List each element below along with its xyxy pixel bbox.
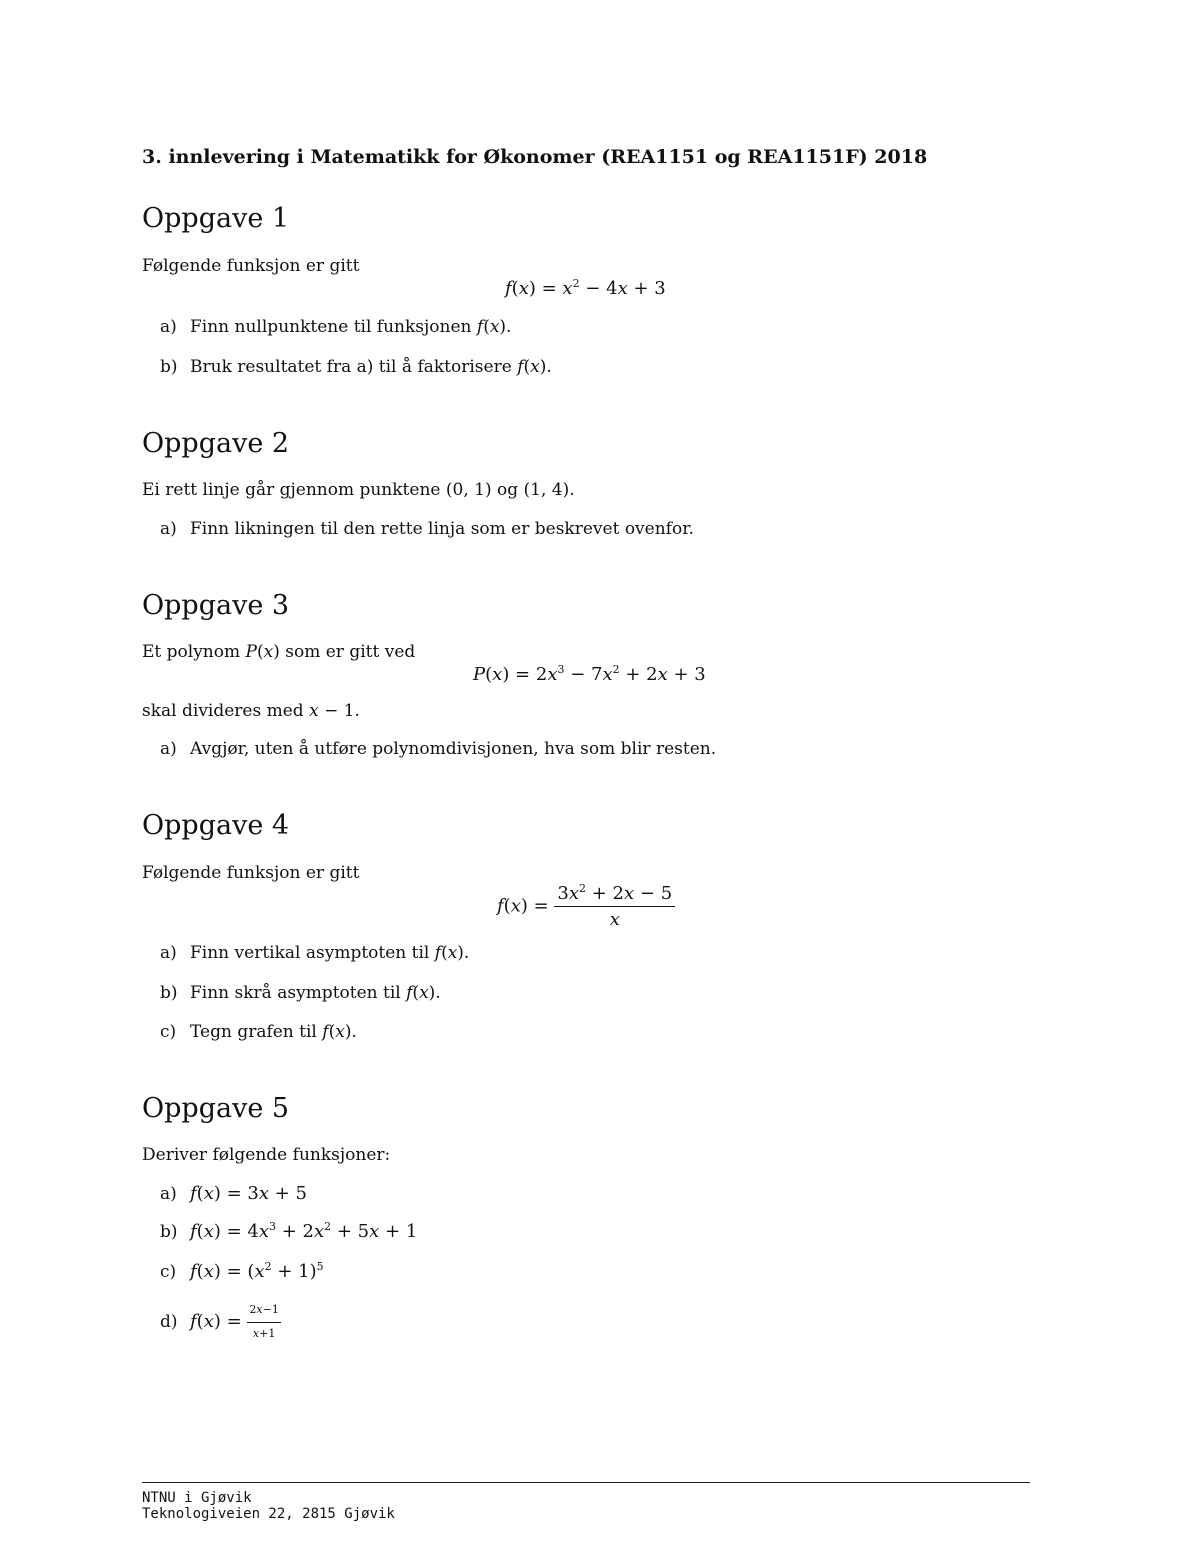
task-1-item-b: b) Bruk resultatet fra a) til å faktorisere f(x). xyxy=(160,357,552,377)
task-3-intro-text: Et polynom xyxy=(142,642,241,662)
task-1-equation: $f(x) = x^2 - 4x + 3$ xyxy=(505,277,666,299)
task-4-equation: f(x) = $\frac{3x^2 + 2x - 5}{x}$ xyxy=(497,883,675,930)
footer-line-2: Teknologiveien 22, 2815 Gjøvik xyxy=(142,1506,395,1522)
task-2-heading: Oppgave 2 xyxy=(142,428,290,459)
task-5-heading: Oppgave 5 xyxy=(142,1093,290,1124)
task-4-item-b: b) Finn skrå asymptoten til f(x). xyxy=(160,983,441,1003)
task-3-after-text: skal divideres med xyxy=(142,701,304,721)
task-2-intro: Ei rett linje går gjennom punktene (0, 1) og (1, 4). xyxy=(142,480,575,500)
item-label: a) xyxy=(160,739,177,759)
item-label: a) xyxy=(160,519,177,539)
task-3-after: skal divideres med x − 1. xyxy=(142,701,360,721)
task-4-item-a: a) Finn vertikal asymptoten til f(x). xyxy=(160,943,470,963)
task-3-heading: Oppgave 3 xyxy=(142,590,290,621)
task-1-heading: Oppgave 1 xyxy=(142,203,290,234)
item-label: a) xyxy=(160,943,177,963)
item-text: Finn skrå asymptoten til xyxy=(190,983,401,1003)
item-label: b) xyxy=(160,1222,178,1242)
task-2-item-a xyxy=(160,518,694,540)
item-label: b) xyxy=(160,357,178,377)
task-3-equation: $P(x) = 2x^3 - 7x^2 + 2x + 3$ xyxy=(473,663,706,685)
item-label: a) xyxy=(160,1184,177,1204)
footer-rule xyxy=(142,1482,1030,1483)
task-4-heading: Oppgave 4 xyxy=(142,810,290,841)
task-3-intro-tail: som er gitt ved xyxy=(285,642,416,662)
task-3-intro: Et polynom P(x) som er gitt ved xyxy=(142,642,416,662)
item-label: c) xyxy=(160,1262,177,1282)
fraction: $\frac{3x^2 + 2x - 5}{x}$ xyxy=(554,883,675,930)
item-text: Avgjør, uten å utføre polynomdivisjonen, hva som blir resten. xyxy=(190,739,717,759)
fraction: $\frac{2x-1}{x+1}$ xyxy=(247,1299,280,1345)
task-4-item-c: c) Tegn grafen til f(x). xyxy=(160,1022,357,1042)
item-label: d) xyxy=(160,1312,178,1332)
task-1-intro: Følgende funksjon er gitt xyxy=(142,256,360,276)
task-5-item-d: d) f(x) = $\frac{2x-1}{x+1}$ xyxy=(160,1299,281,1345)
item-text: Finn nullpunktene til funksjonen xyxy=(190,317,472,337)
task-3-item-a xyxy=(160,738,716,760)
item-text: Tegn grafen til xyxy=(190,1022,317,1042)
task-5-item-c: c) $f(x) = (x^2 + 1)^5$ xyxy=(160,1260,324,1282)
task-4-intro: Følgende funksjon er gitt xyxy=(142,863,360,883)
item-text: Bruk resultatet fra a) til å faktorisere xyxy=(190,357,512,377)
item-label: c) xyxy=(160,1022,177,1042)
item-text: Finn vertikal asymptoten til xyxy=(190,943,430,963)
document-title: 3. innlevering i Matematikk for Økonomer (REA1151 og REA1151F) 2018 xyxy=(142,146,928,168)
footer-line-1: NTNU i Gjøvik xyxy=(142,1490,252,1506)
item-text: Finn likningen til den rette linja som er beskrevet ovenfor. xyxy=(190,519,694,539)
task-5-item-b: b) $f(x) = 4x^3 + 2x^2 + 5x + 1$ xyxy=(160,1220,418,1242)
item-label: a) xyxy=(160,317,177,337)
item-label: b) xyxy=(160,983,178,1003)
task-1-item-a: a) Finn nullpunktene til funksjonen f(x). xyxy=(160,317,512,337)
task-5-intro: Deriver følgende funksjoner: xyxy=(142,1145,391,1165)
task-5-item-a: a) f(x) = 3x + 5 xyxy=(160,1183,307,1204)
